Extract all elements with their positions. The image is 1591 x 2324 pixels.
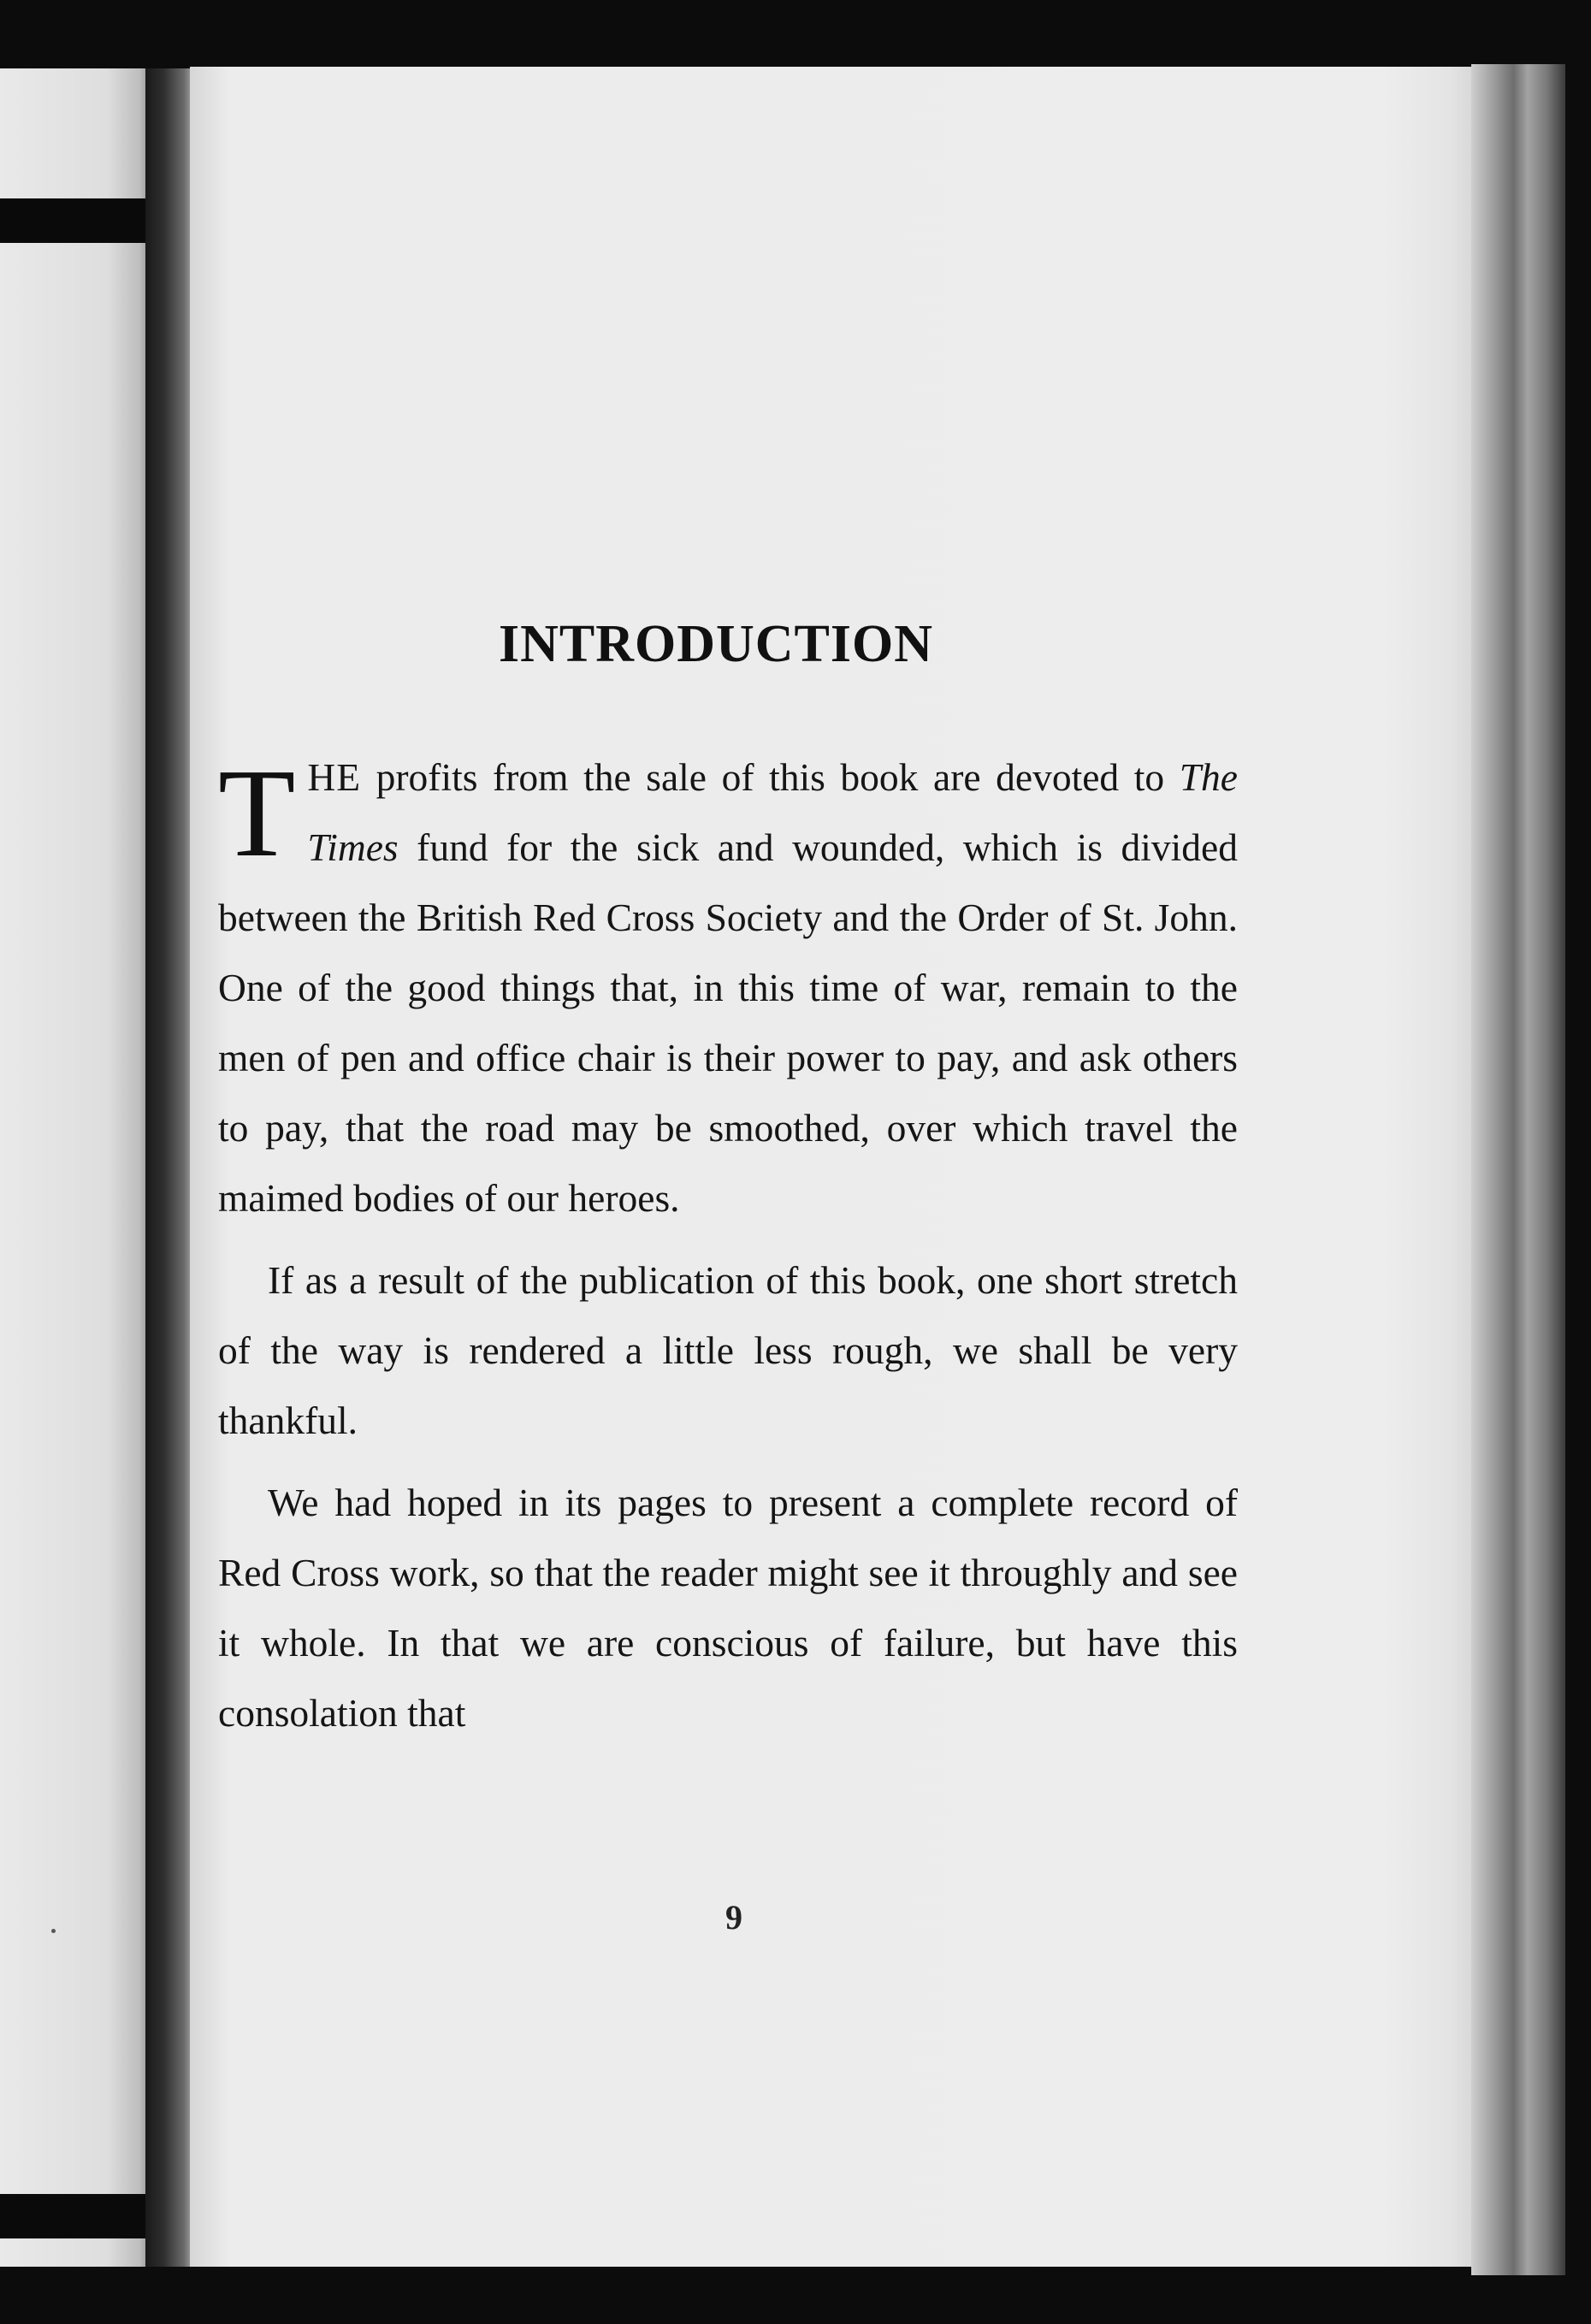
book-gutter (145, 68, 197, 2267)
lead-in: HE (307, 755, 362, 799)
paragraph-1 (218, 742, 1238, 1233)
paragraph-1-text-b: fund for the sick and wounded, which is divided between the British Red Cross Society and the Order of St. John. One of the good things that, in this time of war, remain to the men of pen and office chair is their power to pay, and ask others to pay, that the road may be smoothed, over which travel the maimed bodies of our heroes. (218, 825, 1238, 1220)
paragraph-2: If as a result of the publication of this book, one short stretch of the way is rendered a little less rough, we shall be very thankful. (218, 1258, 1238, 1442)
body-text (218, 742, 1238, 1760)
page-number: 9 (725, 1898, 742, 1937)
newspaper-title: The Times (307, 755, 1238, 869)
scan-speck (51, 1929, 56, 1933)
chapter-heading: INTRODUCTION (498, 615, 934, 673)
facing-page-edge (0, 68, 152, 2267)
paragraph-3: We had hoped in its pages to present a complete record of Red Cross work, so that the reader might see it throughly and see it whole. In that we are conscious of failure, but have this consolation that (218, 1481, 1238, 1735)
page-fore-edge (1471, 64, 1565, 2275)
drop-cap: T (218, 743, 296, 884)
paragraph-1-text-a: profits from the sale of this book are devoted to (361, 755, 1180, 799)
